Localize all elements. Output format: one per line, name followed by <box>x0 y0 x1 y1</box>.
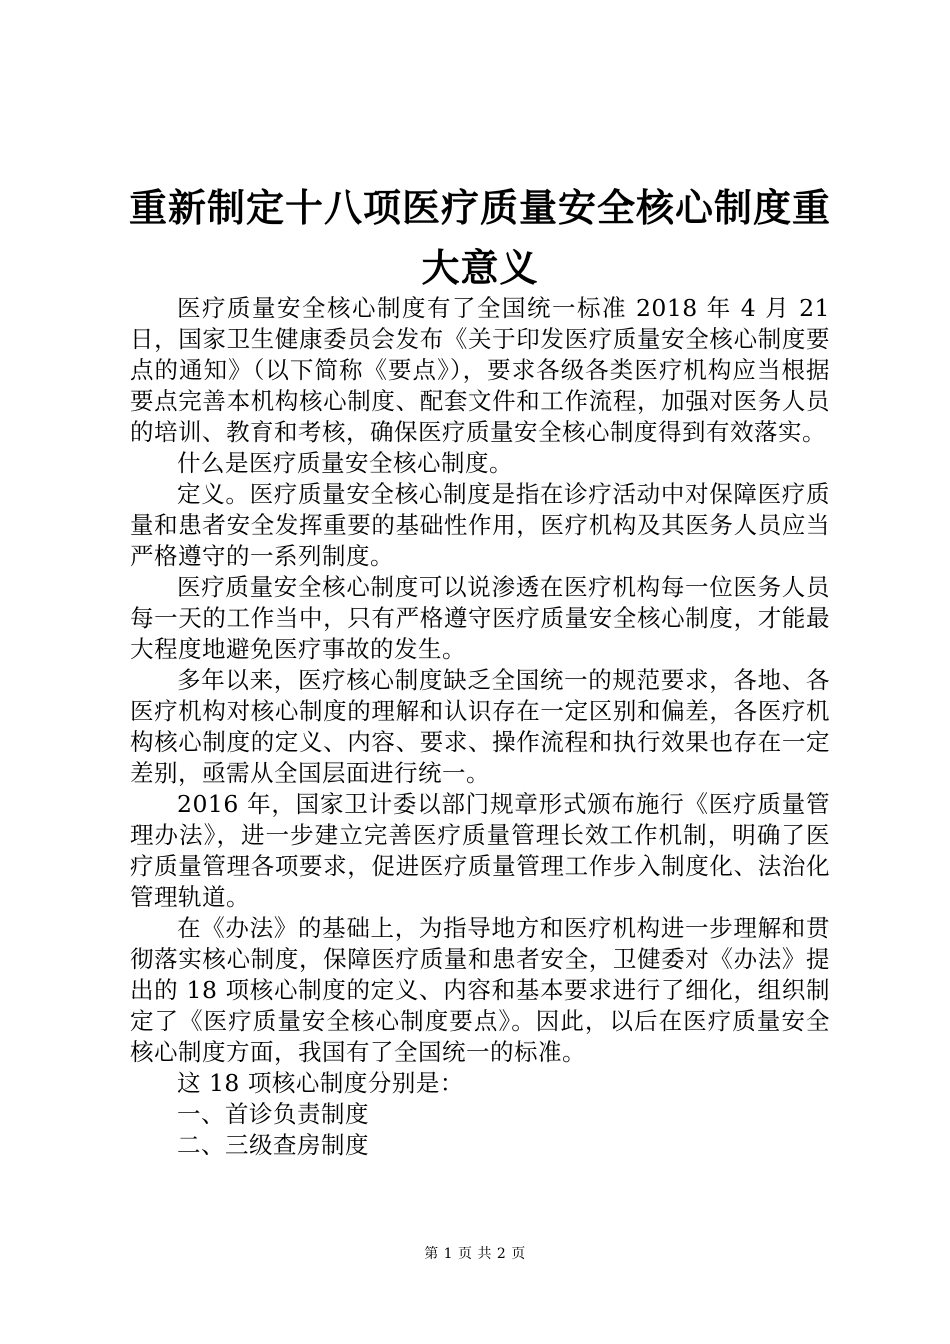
paragraph-importance: 医疗质量安全核心制度可以说渗透在医疗机构每一位医务人员每一天的工作当中，只有严格遵守医疗质量安全核心制度，才能最大程度地避免医疗事故的发生。 <box>130 573 830 663</box>
paragraph-history: 多年以来，医疗核心制度缺乏全国统一的规范要求，各地、各医疗机构对核心制度的理解和认识存在一定区别和偏差，各医疗机构核心制度的定义、内容、要求、操作流程和执行效果也存在一定差别，亟需从全国层面进行统一。 <box>130 666 830 787</box>
paragraph-2016: 2016 年，国家卫计委以部门规章形式颁布施行《医疗质量管理办法》，进一步建立完善医疗质量管理长效工作机制，明确了医疗质量管理各项要求，促进医疗质量管理工作步入制度化、法治化管理轨道。 <box>130 790 830 911</box>
page-footer: 第 1 页 共 2 页 <box>424 1246 526 1262</box>
list-item-2: 二、三级查房制度 <box>177 1131 369 1159</box>
document-title: 重新制定十八项医疗质量安全核心制度重大意义 <box>128 186 831 290</box>
paragraph-intro: 医疗质量安全核心制度有了全国统一标准 2018 年 4 月 21 日，国家卫生健康委员会发布《关于印发医疗质量安全核心制度要点的通知》（以下简称《要点》），要求各级各类医疗机构应当根据要点完善本机构核心制度、配套文件和工作流程，加强对医务人员的培训、教育和考核，确保医疗质量安全核心制度得到有效落实。 <box>130 294 830 446</box>
paragraph-question: 什么是医疗质量安全核心制度。 <box>177 449 513 477</box>
paragraph-definition: 定义。医疗质量安全核心制度是指在诊疗活动中对保障医疗质量和患者安全发挥重要的基础性作用，医疗机构及其医务人员应当严格遵守的一系列制度。 <box>130 480 830 570</box>
document-body <box>130 293 830 1161</box>
paragraph-list-intro: 这 18 项核心制度分别是： <box>177 1069 464 1097</box>
list-item-1: 一、首诊负责制度 <box>177 1100 369 1128</box>
paragraph-refinement: 在《办法》的基础上，为指导地方和医疗机构进一步理解和贯彻落实核心制度，保障医疗质量和患者安全，卫健委对《办法》提出的 18 项核心制度的定义、内容和基本要求进行了细化，组织制定了《医疗质量安全核心制度要点》。因此，以后在医疗质量安全核心制度方面，我国有了全国统一的标准。 <box>130 914 830 1066</box>
